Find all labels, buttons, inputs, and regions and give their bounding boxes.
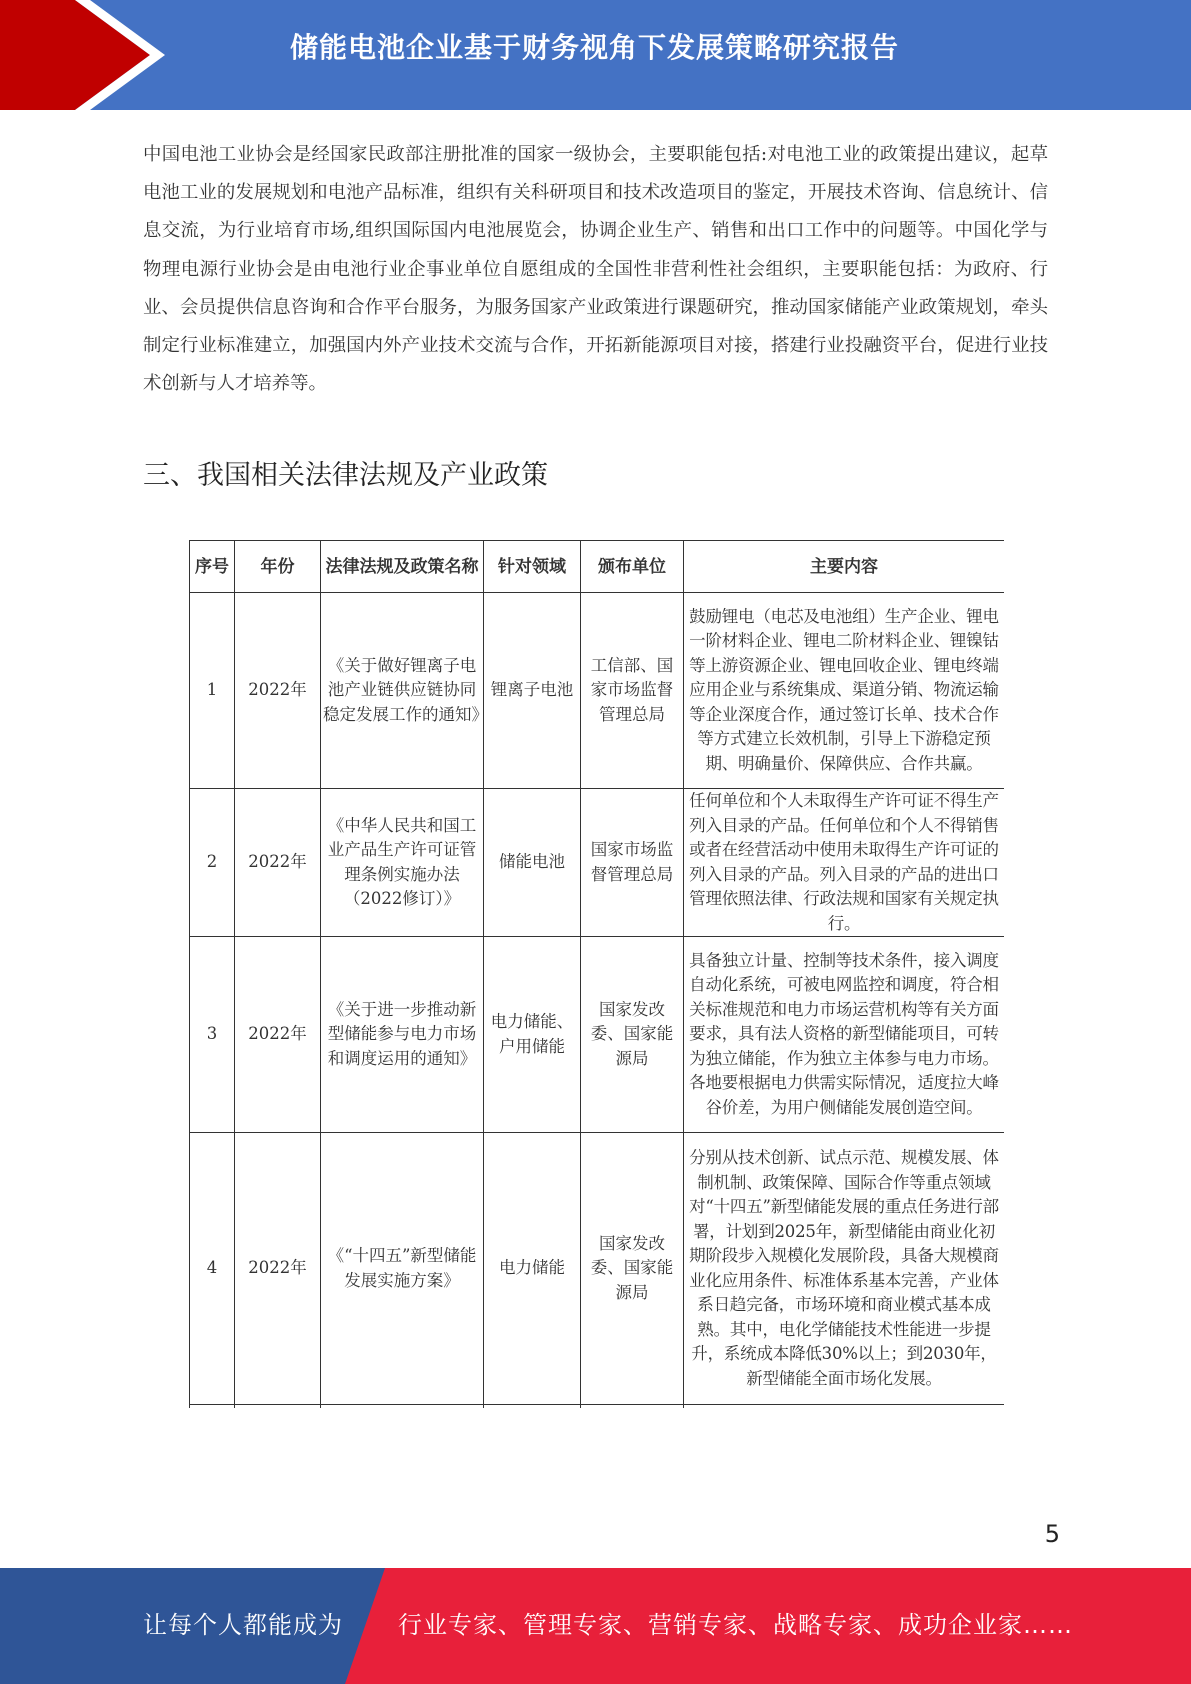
cell-field: 电力储能、户用储能 <box>484 937 581 1133</box>
cell-name: 《关于做好锂离子电池产业链供应链协同稳定发展工作的通知》 <box>321 593 484 789</box>
policy-table <box>189 540 1004 1408</box>
table-row <box>190 789 1005 937</box>
cell-no: 3 <box>190 937 235 1133</box>
footer-slogan-lead: 让每个人都能成为 <box>143 1611 343 1639</box>
page-number: 5 <box>1044 1520 1060 1548</box>
header-issuer: 颁布单位 <box>581 541 684 593</box>
table-row <box>190 1133 1005 1405</box>
cell-field: 锂离子电池 <box>484 593 581 789</box>
cell-field: 电力储能 <box>484 1133 581 1405</box>
header-content: 主要内容 <box>684 541 1005 593</box>
cell-name: 《中华人民共和国工业产品生产许可证管理条例实施办法（2022修订）》 <box>321 789 484 937</box>
body-paragraph: 中国电池工业协会是经国家民政部注册批准的国家一级协会，主要职能包括:对电池工业的政策提出建议，起草电池工业的发展规划和电池产品标准，组织有关科研项目和技术改造项目的鉴定，开展技术咨询、信息统计、信息交流，为行业培育市场,组织国际国内电池展览会，协调企业生产、销售和出口工作中的问题等。中国化学与物理电源行业协会是由电池行业企事业单位自愿组成的全国性非营利性社会组织，主要职能包括：为政府、行业、会员提供信息咨询和合作平台服务，为服务国家产业政策进行课题研究，推动国家储能产业政策规划，牵头制定行业标准建立，加强国内外产业技术交流与合作，开拓新能源项目对接，搭建行业投融资平台，促进行业技术创新与人才培养等。 <box>143 144 1048 395</box>
table-row <box>190 593 1005 789</box>
cell-year: 2022年 <box>235 1133 321 1405</box>
header-field: 针对领域 <box>484 541 581 593</box>
cell-no: 1 <box>190 593 235 789</box>
cell-issuer: 国家发改委、国家能源局 <box>581 937 684 1133</box>
table-row-cutoff <box>190 1405 1005 1409</box>
cell-year: 2022年 <box>235 789 321 937</box>
report-title: 储能电池企业基于财务视角下发展策略研究报告 <box>290 31 900 64</box>
policy-table-container <box>189 540 1004 1408</box>
header-year: 年份 <box>235 541 321 593</box>
page-footer <box>0 1568 1191 1684</box>
table-header-row <box>190 541 1005 593</box>
cell-year: 2022年 <box>235 937 321 1133</box>
cell-name: 《“十四五”新型储能发展实施方案》 <box>321 1133 484 1405</box>
cell-issuer: 国家市场监督管理总局 <box>581 789 684 937</box>
cell-content: 鼓励锂电（电芯及电池组）生产企业、锂电一阶材料企业、锂电二阶材料企业、锂镍钴等上游资源企业、锂电回收企业、锂电终端应用企业与系统集成、渠道分销、物流运输等企业深度合作，通过签订长单、技术合作等方式建立长效机制，引导上下游稳定预期、明确量价、保障供应、合作共赢。 <box>684 593 1005 789</box>
header-no: 序号 <box>190 541 235 593</box>
cell-no: 2 <box>190 789 235 937</box>
cell-issuer: 国家发改委、国家能源局 <box>581 1133 684 1405</box>
page-header <box>0 0 1191 110</box>
cell-year: 2022年 <box>235 593 321 789</box>
cell-field: 储能电池 <box>484 789 581 937</box>
cell-content: 任何单位和个人未取得生产许可证不得生产列入目录的产品。任何单位和个人不得销售或者在经营活动中使用未取得生产许可证的列入目录的产品。列入目录的产品的进出口管理依照法律、行政法规和国家有关规定执行。 <box>684 789 1005 937</box>
cell-no: 4 <box>190 1133 235 1405</box>
cell-issuer: 工信部、国家市场监督管理总局 <box>581 593 684 789</box>
section-heading: 三、我国相关法律法规及产业政策 <box>143 460 548 491</box>
cell-content: 具备独立计量、控制等技术条件，接入调度自动化系统，可被电网监控和调度，符合相关标准规范和电力市场运营机构等有关方面要求，具有法人资格的新型储能项目，可转为独立储能，作为独立主体参与电力市场。各地要根据电力供需实际情况，适度拉大峰谷价差，为用户侧储能发展创造空间。 <box>684 937 1005 1133</box>
header-name: 法律法规及政策名称 <box>321 541 484 593</box>
cell-name: 《关于进一步推动新型储能参与电力市场和调度运用的通知》 <box>321 937 484 1133</box>
footer-slogan-roles: 行业专家、管理专家、营销专家、战略专家、成功企业家…… <box>398 1611 1073 1639</box>
table-row <box>190 937 1005 1133</box>
cell-content: 分别从技术创新、试点示范、规模发展、体制机制、政策保障、国际合作等重点领域对“十四五”新型储能发展的重点任务进行部署，计划到2025年，新型储能由商业化初期阶段步入规模化发展阶段，具备大规模商业化应用条件、标准体系基本完善，产业体系日趋完备，市场环境和商业模式基本成熟。其中，电化学储能技术性能进一步提升，系统成本降低30%以上；到2030年，新型储能全面市场化发展。 <box>684 1133 1005 1405</box>
